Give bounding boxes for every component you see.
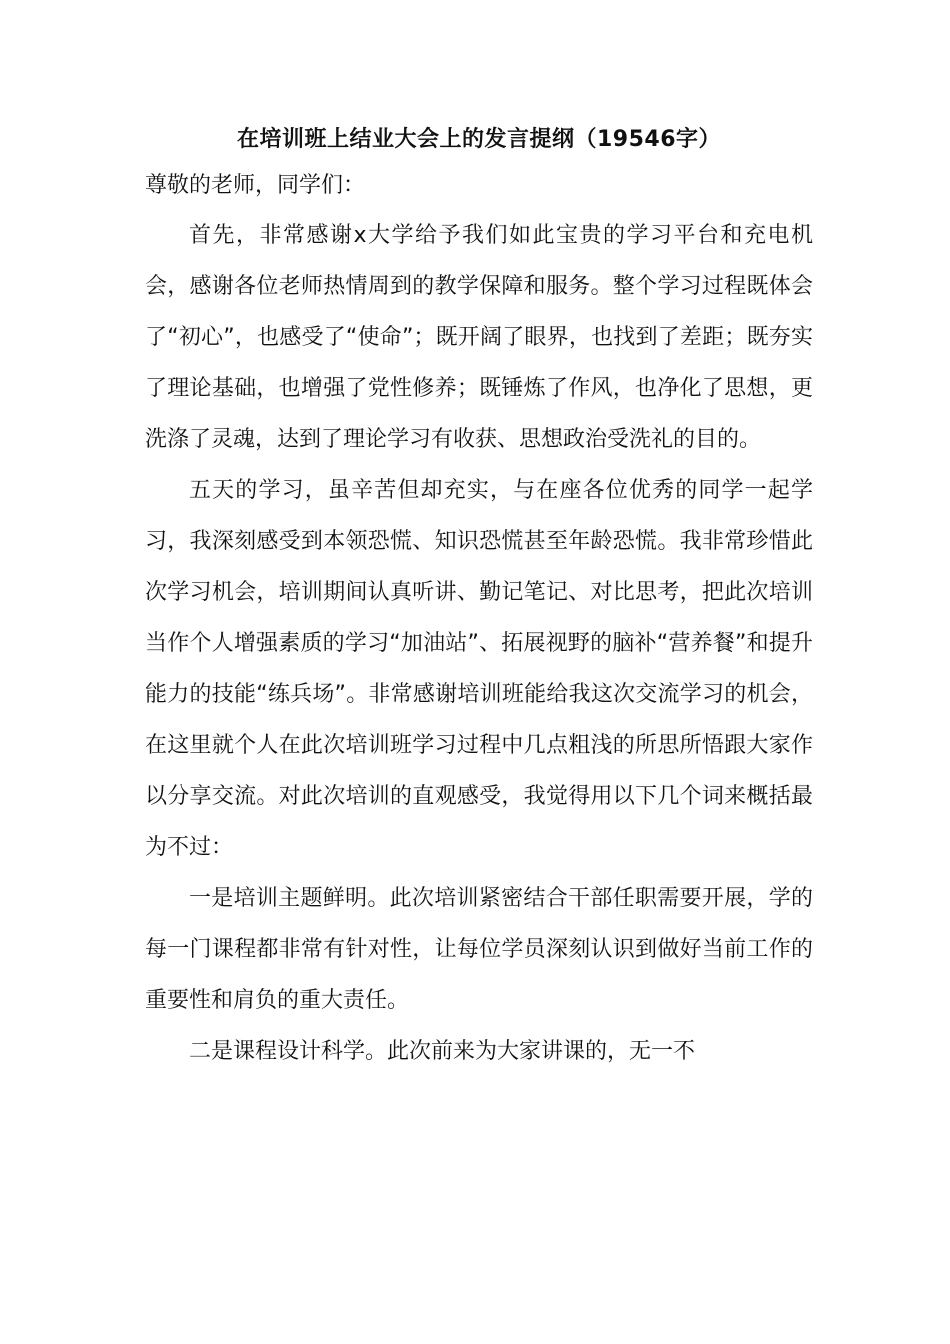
salutation: 尊敬的老师，同学们： — [145, 173, 366, 198]
paragraph-study-experience: 五天的学习，虽辛苦但却充实，与在座各位优秀的同学一起学习，我深刻感受到本领恐慌、知识恐慌甚至年龄恐慌。我非常珍惜此次学习机会，培训期间认真听讲、勤记笔记、对比思考，把此次培训当作个人增强素质的学习“加油站”、拓展视野的脑补“营养餐”和提升能力的技能“练兵场”。非常感谢培训班能给我这次交流学习的机会，在这里就个人在此次培训班学习过程中几点粗浅的所思所悟跟大家作以分享交流。对此次培训的直观感受，我觉得用以下几个词来概括最为不过： — [145, 478, 813, 860]
document-body — [145, 120, 813, 1077]
paragraph-course-design: 二是课程设计科学。此次前来为大家讲课的，无一不 — [189, 1039, 696, 1064]
paragraph-theme: 一是培训主题鲜明。此次培训紧密结合干部任职需要开展，学的每一门课程都非常有针对性，让每位学员深刻认识到做好当前工作的重要性和肩负的重大责任。 — [145, 886, 813, 1013]
document-title: 在培训班上结业大会上的发言提纲（19546字） — [236, 127, 722, 152]
paragraph-thanks: 首先，非常感谢x大学给予我们如此宝贵的学习平台和充电机会，感谢各位老师热情周到的教学保障和服务。整个学习过程既体会了“初心”，也感受了“使命”；既开阔了眼界，也找到了差距；既夯实了理论基础，也增强了党性修养；既锤炼了作风，也净化了思想，更洗涤了灵魂，达到了理论学习有收获、思想政治受洗礼的目的。 — [145, 223, 813, 452]
